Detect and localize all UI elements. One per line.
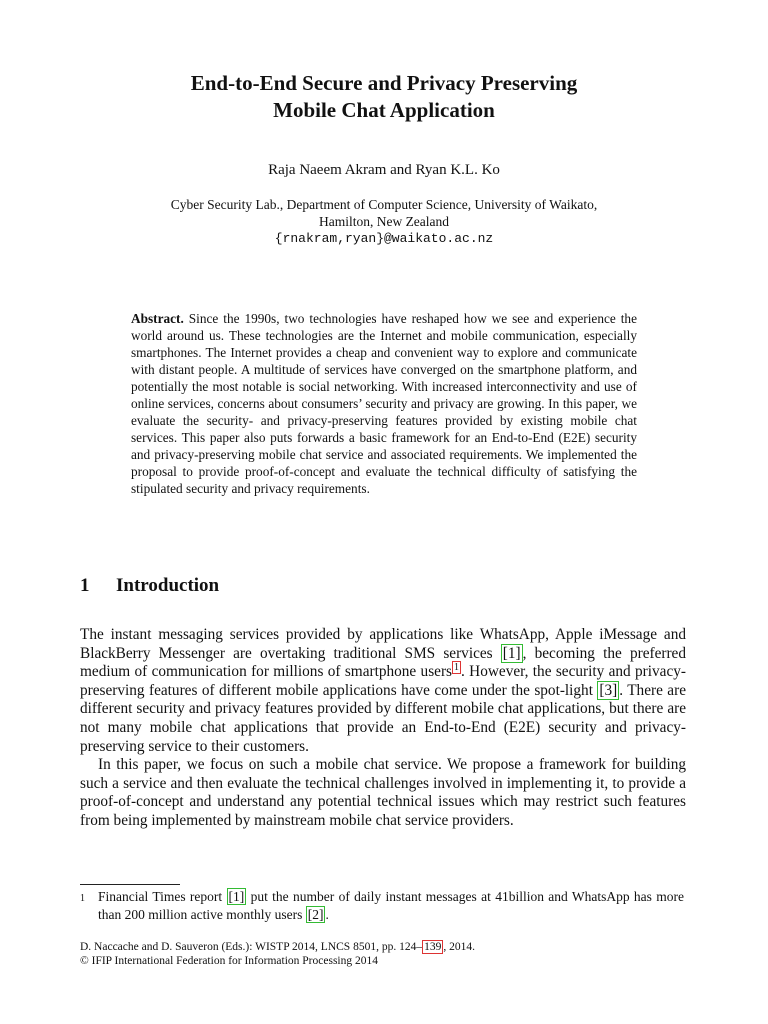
section-title: Introduction (116, 575, 220, 596)
footnote-text-part: . (325, 907, 329, 922)
affiliation (80, 196, 688, 247)
intro-text: . However, the security and privacy-preserving features of different mobile applications have come under the spot-light (80, 663, 686, 699)
footer-text: , 2014. (443, 941, 475, 953)
footnote (80, 888, 686, 924)
publication-footer (80, 940, 686, 968)
footnote-link[interactable]: 1 (454, 662, 459, 674)
abstract (131, 310, 637, 497)
footer-text: D. Naccache and D. Sauveron (Eds.): WISTP 2014, LNCS 8501, pp. 124– (80, 941, 423, 953)
citation-link[interactable]: [1] (502, 644, 521, 662)
intro-text: The instant messaging services provided by applications like WhatsApp, Apple iMessage and BlackBerry Messenger are overtaking traditional SMS services (80, 626, 686, 662)
affiliation-line-2: Hamilton, New Zealand (318, 214, 450, 229)
footer-line-2: © IFIP International Federation for Information Processing 2014 (80, 955, 378, 967)
footnote-text-part: put the number of daily instant messages at 41billion and WhatsApp has more than 200 million active monthly users (98, 889, 685, 922)
footnote-text-part: Financial Times report (98, 889, 227, 904)
section-heading (80, 575, 219, 597)
footnote-mark: 1 (80, 893, 85, 904)
title-line-2: Mobile Chat Application (273, 98, 495, 122)
footnote-rule (80, 884, 180, 885)
page-link[interactable]: 139 (424, 941, 442, 953)
intro-text: , becoming the preferred medium of communication for millions of smartphone users (80, 644, 686, 681)
intro-paragraph-1 (80, 626, 686, 756)
section-number: 1 (80, 575, 90, 596)
title-line-1: End-to-End Secure and Privacy Preserving (190, 71, 578, 95)
citation-link[interactable]: [2] (307, 907, 324, 922)
footnote-text (98, 888, 684, 924)
footer-line-1 (80, 940, 686, 954)
abstract-text: Since the 1990s, two technologies have reshaped how we see and experience the world around us. These technologies are the Internet and mobile communication, especially smartphones. The Internet provides a cheap and convenient way to explore and communicate with distant people. A multitude of services have converged on the smartphone platform, and potentially the most notable is social networking. With increased interconnectivity and use of online services, concerns about consumers’ security and privacy are growing. In this paper, we evaluate the security- and privacy-preserving features provided by existing mobile chat services. This paper also puts forwards a basic framework for an End-to-End (E2E) security and privacy-preserving mobile chat service and associated requirements. We implemented the proposal to provide proof-of-concept and evaluate the technical difficulty of satisfying the stipulated security and privacy requirements. (131, 311, 637, 496)
authors: Raja Naeem Akram and Ryan K.L. Ko (268, 162, 500, 178)
citation-link[interactable]: [3] (599, 681, 618, 699)
introduction-body (80, 626, 686, 831)
abstract-label: Abstract. (131, 311, 184, 326)
intro-paragraph-2: In this paper, we focus on such a mobile chat service. We propose a framework for building such a service and then evaluate the technical challenges involved in implementing it, to provide a proof-of-concept and understand any potential technical issues which may restrict such features from being implemented by mainstream mobile chat service providers. (80, 756, 686, 829)
affiliation-line-1: Cyber Security Lab., Department of Computer Science, University of Waikato, (170, 197, 598, 212)
intro-text: . There are different security and privacy features provided by different mobile chat applications, but there are not many mobile chat applications that provide an End-to-End (E2E) security and privacy-preserving service to their customers. (80, 681, 686, 755)
author-email: {rnakram,ryan}@waikato.ac.nz (274, 231, 494, 246)
paper-title (60, 70, 708, 124)
citation-link[interactable]: [1] (228, 889, 245, 904)
